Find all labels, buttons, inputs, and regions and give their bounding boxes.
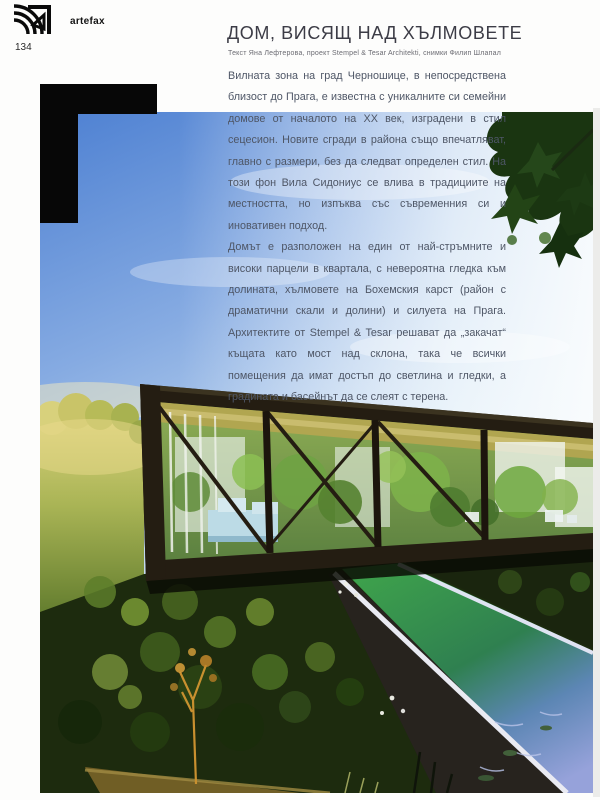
byline: Текст Яна Лефтерова, проект Stempel & Tesar Architekti, снимки Филип Шлапал — [228, 50, 502, 57]
paragraph: Вилната зона на град Черношице, в непосредствена близост до Прага, е известна с уникалните си семейни домове от началото на XX век, изградени в стил сецесион. Новите сгради в района също впечатляват, главно с размери, без да следват определен стил. На този фон Вила Сидониус се влива в традициите на местността, но изпъква със съвременния си и иновативен подход. — [228, 70, 506, 232]
page-number: 134 — [15, 42, 32, 53]
page-edge-strip — [593, 108, 600, 797]
paragraph: Домът е разположен на един от най-стръмните и високи парцели в квартала, с невероятна гледка към долината, хълмовете на Бохемския карст (район с драматични скали и долини) и силуета на Прага. Архитектите от Stempel & Tesar решават да „закачат“ къщата като мост над склона, така че всички помещения да имат достъп до светлина и гледки, а градината и басейнът да се слеят с терена. — [228, 241, 506, 404]
brand-name: artefax — [70, 16, 105, 27]
black-flag-column — [40, 84, 78, 223]
page-title: ДОМ, ВИСЯЩ НАД ХЪЛМОВЕТЕ — [227, 23, 523, 43]
artefax-logo-icon — [13, 3, 55, 35]
article-body — [228, 66, 506, 409]
